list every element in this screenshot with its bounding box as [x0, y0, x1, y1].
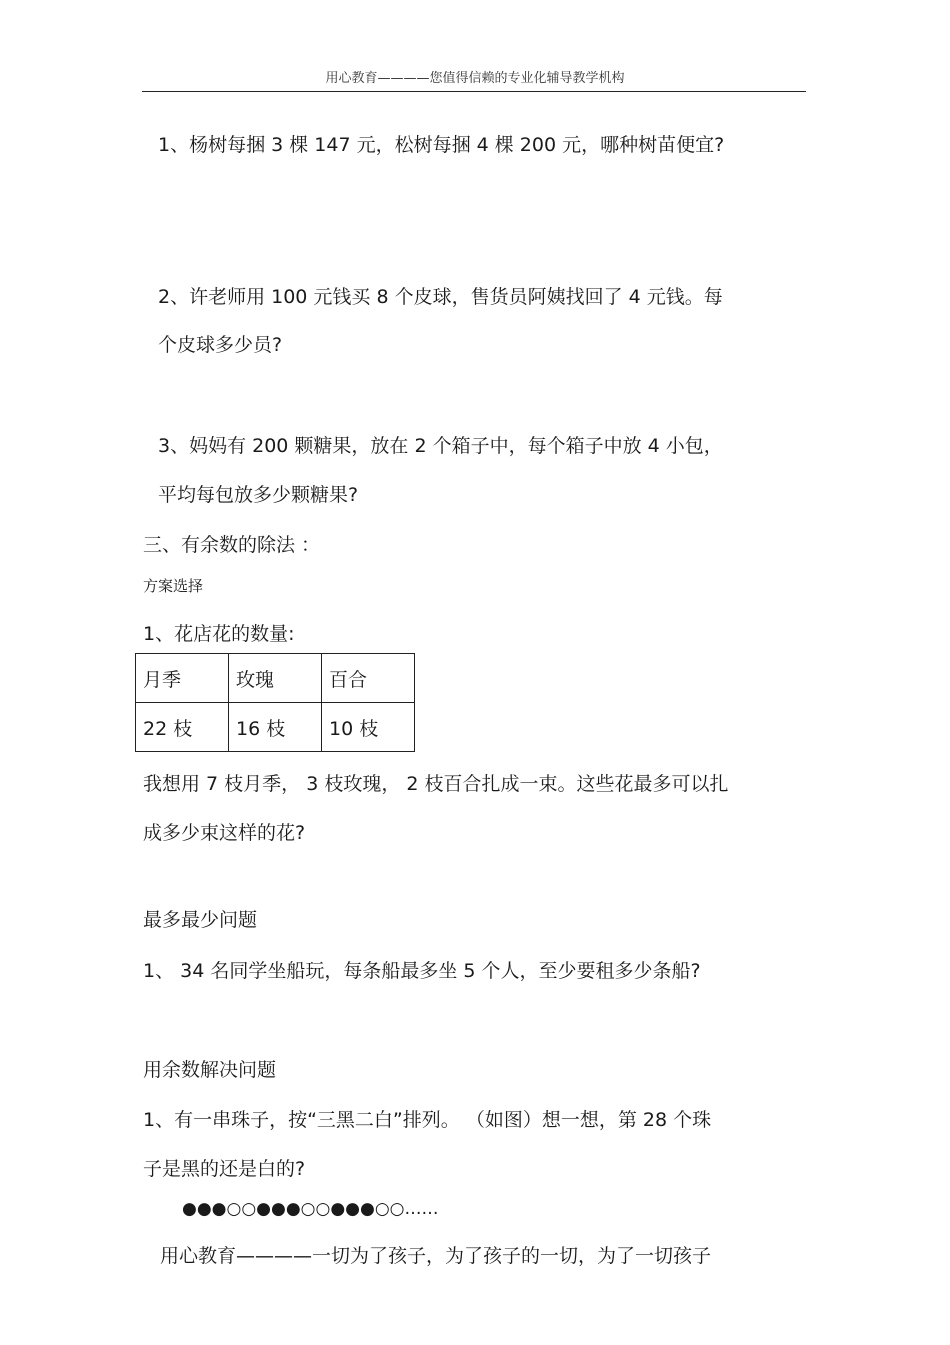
remainder-heading: 用余数解决问题	[143, 1059, 277, 1081]
flower-question-line-1: 我想用 7 枝月季， 3 枝玫瑰， 2 枝百合扎成一束。这些花最多可以扎	[143, 773, 729, 795]
problem-3-line-1: 3、妈妈有 200 颗糖果，放在 2 个箱子中，每个箱子中放 4 小包，	[158, 435, 723, 457]
page-header: 用心教育————您值得信赖的专业化辅导教学机构	[325, 71, 625, 86]
flower-question-title: 1、花店花的数量:	[143, 623, 295, 645]
problem-2-line-1: 2、许老师用 100 元钱买 8 个皮球，售货员阿姨找回了 4 元钱。每	[158, 286, 723, 308]
table-header-cell: 百合	[322, 654, 415, 703]
problem-2-line-2: 个皮球多少员?	[158, 334, 283, 356]
bead-sequence: ●●●○○●●●○○●●●○○……	[182, 1199, 439, 1219]
table-cell: 16 枝	[229, 703, 322, 752]
header-rule	[142, 91, 806, 92]
page-footer: 用心教育————一切为了孩子，为了孩子的一切，为了一切孩子	[160, 1245, 712, 1267]
table-cell: 10 枝	[322, 703, 415, 752]
plan-heading: 方案选择	[143, 577, 204, 595]
bead-question-line-1: 1、有一串珠子，按“三黑二白”排列。 （如图）想一想，第 28 个珠	[143, 1109, 712, 1131]
table-header-cell: 月季	[136, 654, 229, 703]
most-least-heading: 最多最少问题	[143, 909, 258, 931]
table-row	[136, 703, 415, 752]
flower-table	[135, 653, 415, 752]
table-cell: 22 枝	[136, 703, 229, 752]
problem-3-line-2: 平均每包放多少颗糖果?	[158, 484, 359, 506]
section-3-title: 三、有余数的除法 ：	[143, 534, 321, 556]
bead-question-line-2: 子是黑的还是白的?	[143, 1158, 306, 1180]
boat-question: 1、 34 名同学坐船玩，每条船最多坐 5 个人，至少要租多少条船?	[143, 960, 701, 982]
table-header-row	[136, 654, 415, 703]
table-header-cell: 玫瑰	[229, 654, 322, 703]
flower-question-line-2: 成多少束这样的花?	[143, 822, 306, 844]
problem-1: 1、杨树每捆 3 棵 147 元，松树每捆 4 棵 200 元，哪种树苗便宜?	[158, 134, 725, 156]
